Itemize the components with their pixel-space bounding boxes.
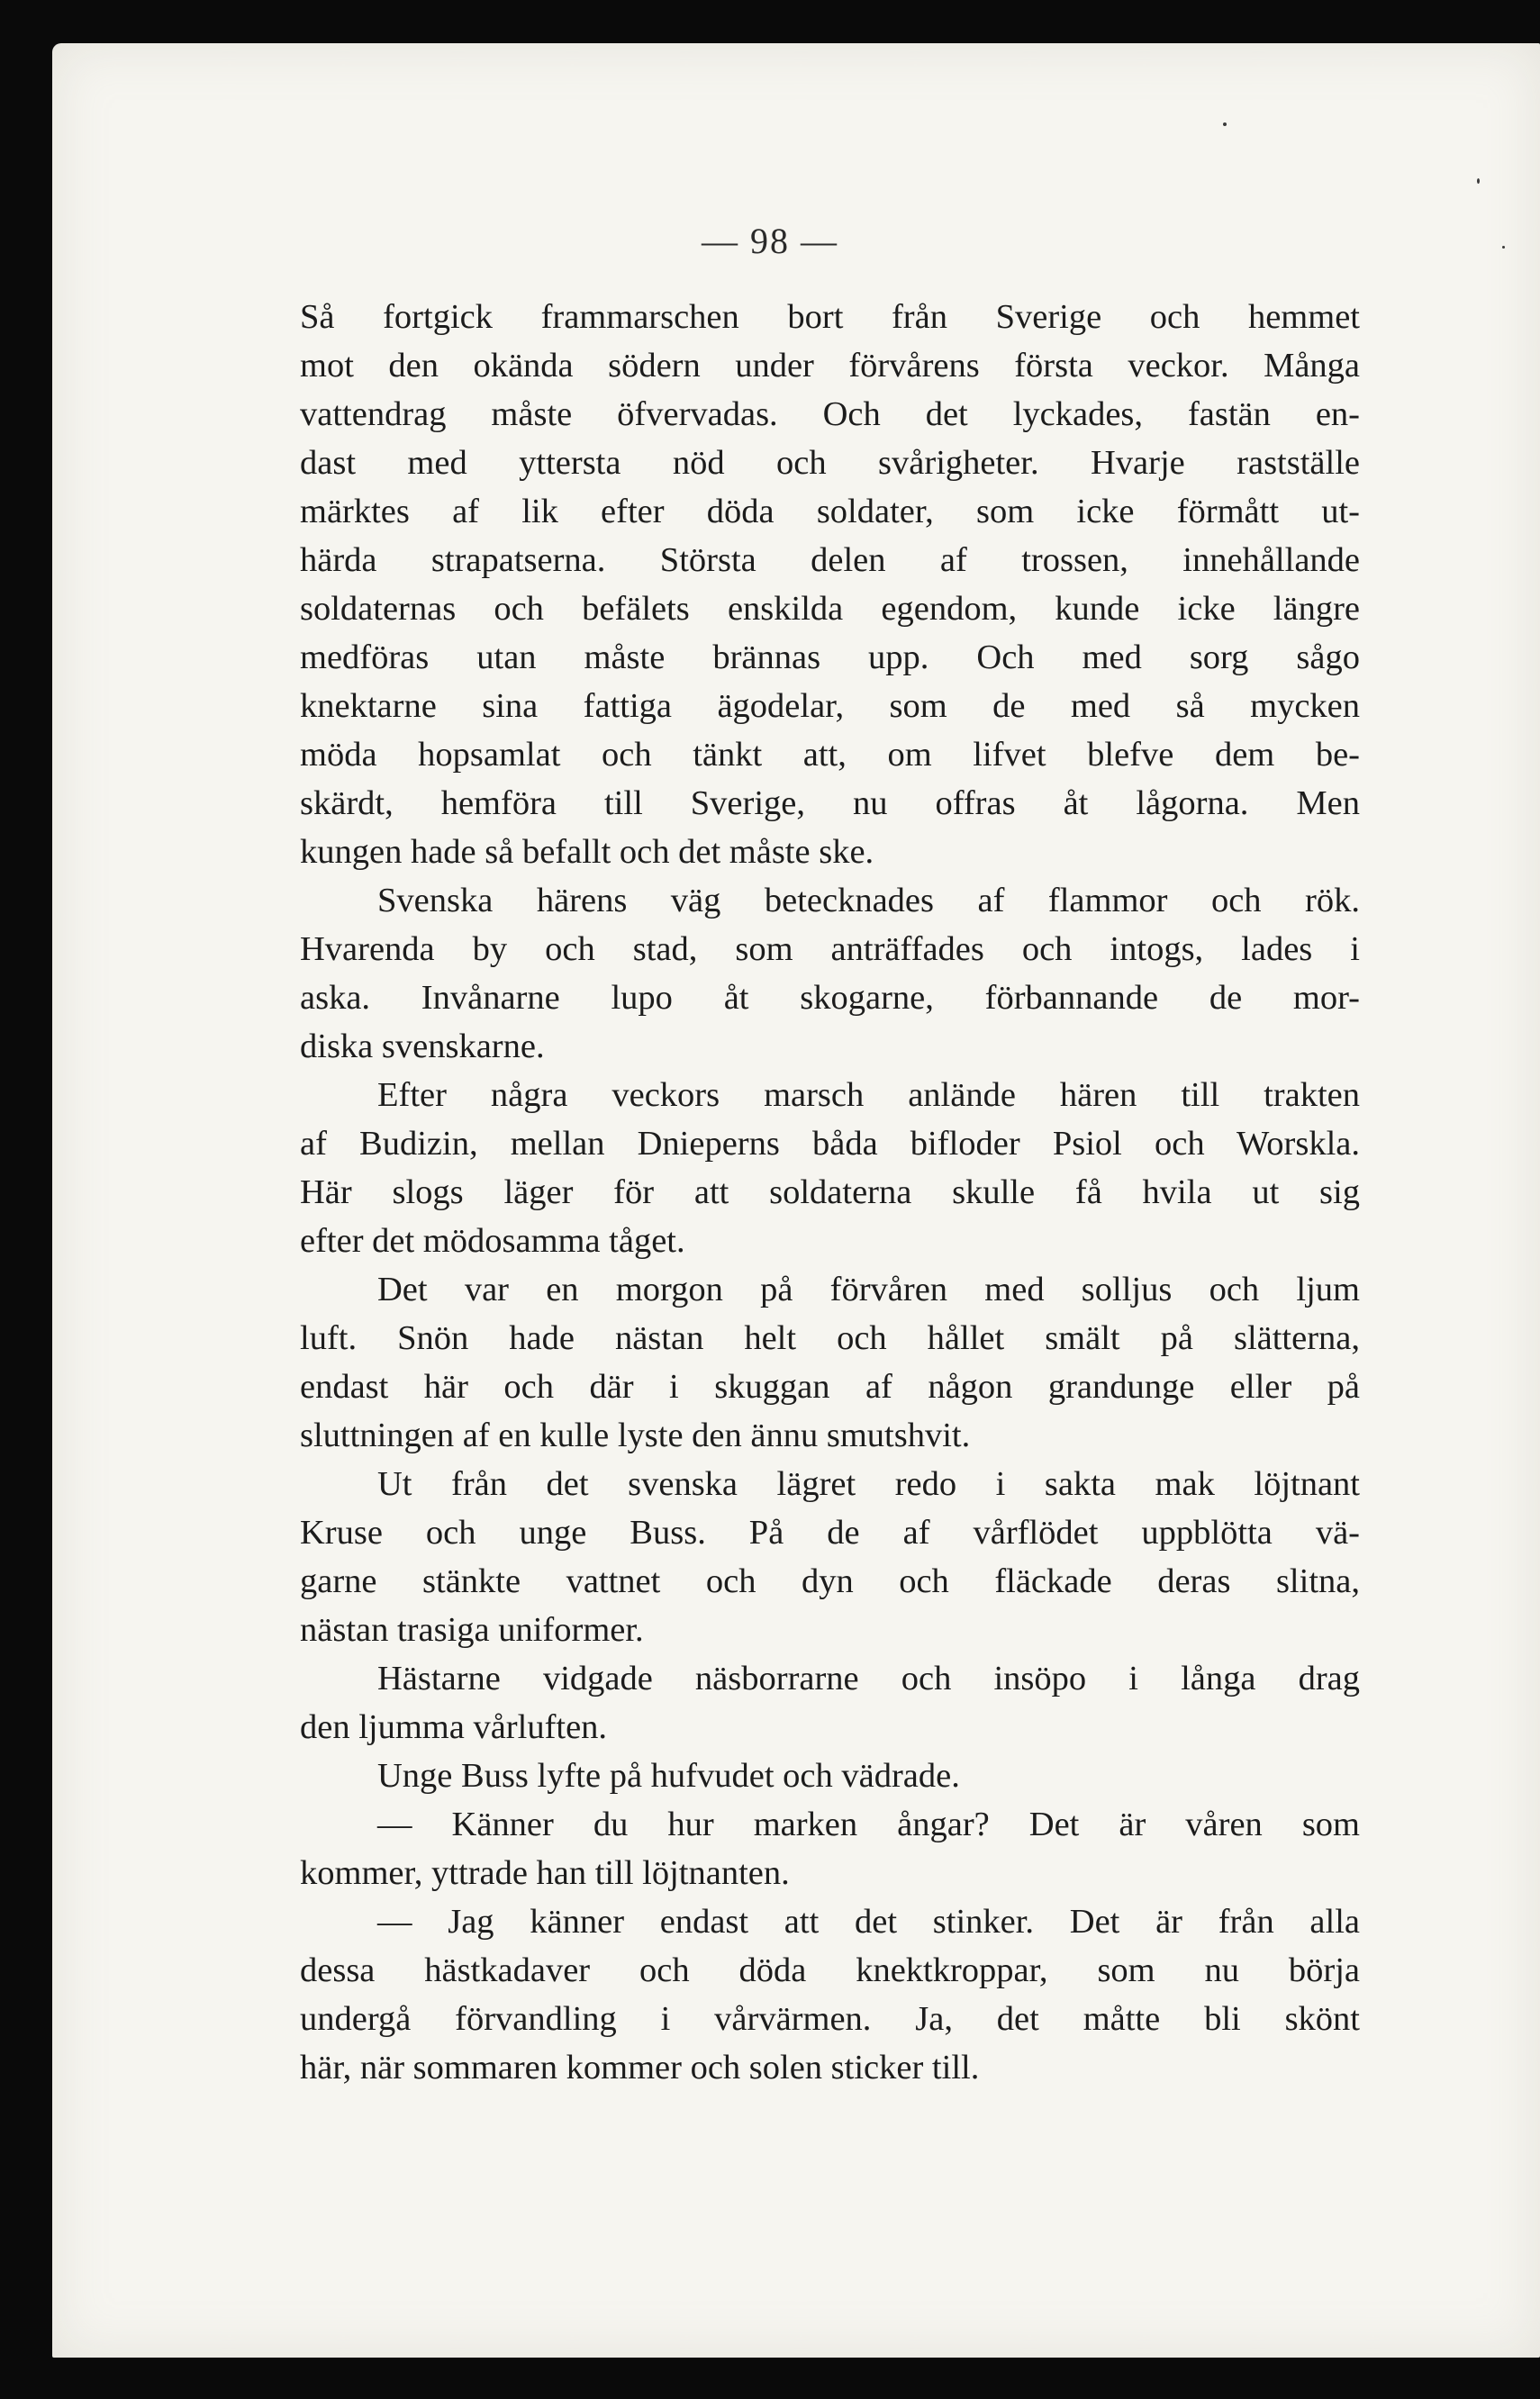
text-line: märktes af lik efter döda soldater, som icke förmått ut- (300, 493, 1360, 530)
text-line: garne stänkte vattnet och dyn och fläckade deras slitna, (300, 1562, 1360, 1600)
text-line: sluttningen af en kulle lyste den ännu smutshvit. (300, 1417, 971, 1454)
text-line: kungen hade så befallt och det måste ske. (300, 833, 874, 871)
text-line: här, när sommaren kommer och solen sticker till. (300, 2049, 980, 2087)
text-line: möda hopsamlat och tänkt att, om lifvet blefve dem be- (300, 736, 1360, 774)
paper-speck (1223, 122, 1227, 126)
text-line: den ljumma vårluften. (300, 1708, 608, 1746)
text-line: — Känner du hur marken ångar? Det är våren som (377, 1806, 1360, 1843)
text-line: härda strapatserna. Största delen af trossen, innehållande (300, 541, 1360, 579)
text-line: endast här och där i skuggan af någon grandunge eller på (300, 1368, 1360, 1406)
text-line: Hvarenda by och stad, som anträffades och intogs, lades i (300, 930, 1360, 968)
text-line: aska. Invånarne lupo åt skogarne, förbannande de mor- (300, 979, 1360, 1017)
text-line: knektarne sina fattiga ägodelar, som de med så mycken (300, 687, 1360, 725)
text-line: Efter några veckors marsch anlände hären till trakten (377, 1076, 1360, 1114)
text-line: Det var en morgon på förvåren med solljus och ljum (377, 1271, 1360, 1308)
text-line: Kruse och unge Buss. På de af vårflödet uppblötta vä- (300, 1514, 1360, 1552)
text-line: — Jag känner endast att det stinker. Det är från alla (377, 1903, 1360, 1941)
text-line: soldaternas och befälets enskilda egendom, kunde icke längre (300, 590, 1360, 628)
text-line: dast med yttersta nöd och svårigheter. Hvarje rastställe (300, 444, 1360, 482)
text-line: Unge Buss lyfte på hufvudet och vädrade. (377, 1757, 960, 1795)
text-line: Ut från det svenska lägret redo i sakta mak löjtnant (377, 1465, 1360, 1503)
text-line: Svenska härens väg betecknades af flammor och rök. (377, 882, 1360, 919)
text-line: dessa hästkadaver och döda knektkroppar, som nu börja (300, 1951, 1360, 1989)
text-line: mot den okända södern under förvårens första veckor. Många (300, 347, 1360, 385)
text-line: luft. Snön hade nästan helt och hållet smält på slätterna, (300, 1319, 1360, 1357)
text-line: kommer, yttrade han till löjtnanten. (300, 1854, 790, 1892)
text-line: diska svenskarne. (300, 1027, 545, 1065)
text-line: medföras utan måste brännas upp. Och med sorg sågo (300, 638, 1360, 676)
text-line: undergå förvandling i vårvärmen. Ja, det måtte bli skönt (300, 2000, 1360, 2038)
text-line: af Budizin, mellan Dnieperns båda bifloder Psiol och Worskla. (300, 1125, 1360, 1163)
text-line: skärdt, hemföra till Sverige, nu offras åt lågorna. Men (300, 784, 1360, 822)
text-line: Hästarne vidgade näsborrarne och insöpo i långa drag (377, 1660, 1360, 1697)
text-line: vattendrag måste öfvervadas. Och det lyckades, fastän en- (300, 395, 1360, 433)
body-text (300, 293, 1360, 2092)
text-line: Så fortgick frammarschen bort från Sverige och hemmet (300, 298, 1360, 336)
paper-speck (1477, 178, 1480, 184)
text-line: Här slogs läger för att soldaterna skulle få hvila ut sig (300, 1173, 1360, 1211)
text-line: efter det mödosamma tåget. (300, 1222, 685, 1260)
page-number: — 98 — (702, 221, 838, 261)
text-line: nästan trasiga uniformer. (300, 1611, 644, 1649)
